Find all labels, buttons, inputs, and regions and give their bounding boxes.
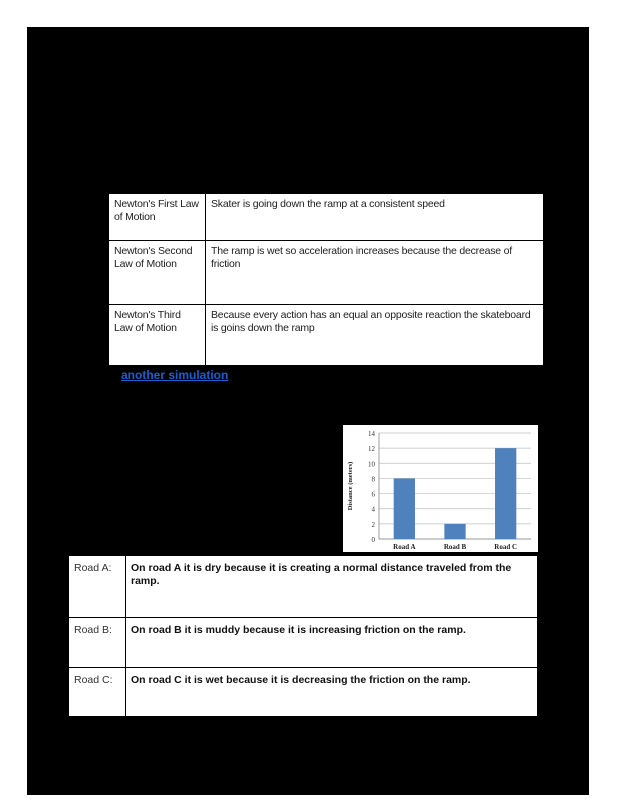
law-example-cell: The ramp is wet so acceleration increases because the decrease of friction <box>206 241 544 305</box>
bar-road-c <box>495 448 516 539</box>
law-name-cell: Newton's Second Law of Motion <box>109 241 206 305</box>
law-example-cell: Because every action has an equal an opposite reaction the skateboard is goins down the ramp <box>206 305 544 366</box>
road-description-cell: On road C it is wet because it is decreasing the friction on the ramp. <box>126 668 538 717</box>
y-tick-label: 2 <box>371 520 375 529</box>
law-name-cell: Newton's Third Law of Motion <box>109 305 206 366</box>
road-label-cell: Road B: <box>69 618 126 668</box>
bar-road-a <box>394 478 415 539</box>
y-tick-label: 8 <box>371 475 375 484</box>
y-tick-label: 12 <box>368 445 375 454</box>
table-row <box>109 305 544 366</box>
table-row <box>109 194 544 241</box>
y-tick-label: 4 <box>371 505 375 514</box>
table-row <box>69 618 538 668</box>
y-tick-label: 14 <box>368 430 375 438</box>
road-label-cell: Road C: <box>69 668 126 717</box>
y-tick-label: 0 <box>371 536 375 544</box>
road-table <box>68 555 538 717</box>
distance-bar-chart <box>343 425 538 552</box>
road-description-cell: On road A it is dry because it is creating a normal distance traveled from the ramp. <box>126 556 538 618</box>
law-name-cell: Newton's First Law of Motion <box>109 194 206 241</box>
road-description-cell: On road B it is muddy because it is increasing friction on the ramp. <box>126 618 538 668</box>
newton-laws-table <box>108 193 544 366</box>
bar-road-b <box>444 524 465 539</box>
x-tick-label: Road B <box>443 543 467 551</box>
y-tick-label: 10 <box>368 460 375 469</box>
x-tick-label: Road A <box>393 543 416 551</box>
simulation-link[interactable]: another simulation <box>121 368 229 382</box>
x-tick-label: Road C <box>494 543 518 551</box>
table-row <box>69 668 538 717</box>
table-row <box>109 241 544 305</box>
y-tick-label: 6 <box>371 490 375 499</box>
law-example-cell: Skater is going down the ramp at a consistent speed <box>206 194 544 241</box>
table-row <box>69 556 538 618</box>
y-axis-label: Distance (meters) <box>347 461 354 511</box>
road-label-cell: Road A: <box>69 556 126 618</box>
chart-svg <box>343 425 538 552</box>
